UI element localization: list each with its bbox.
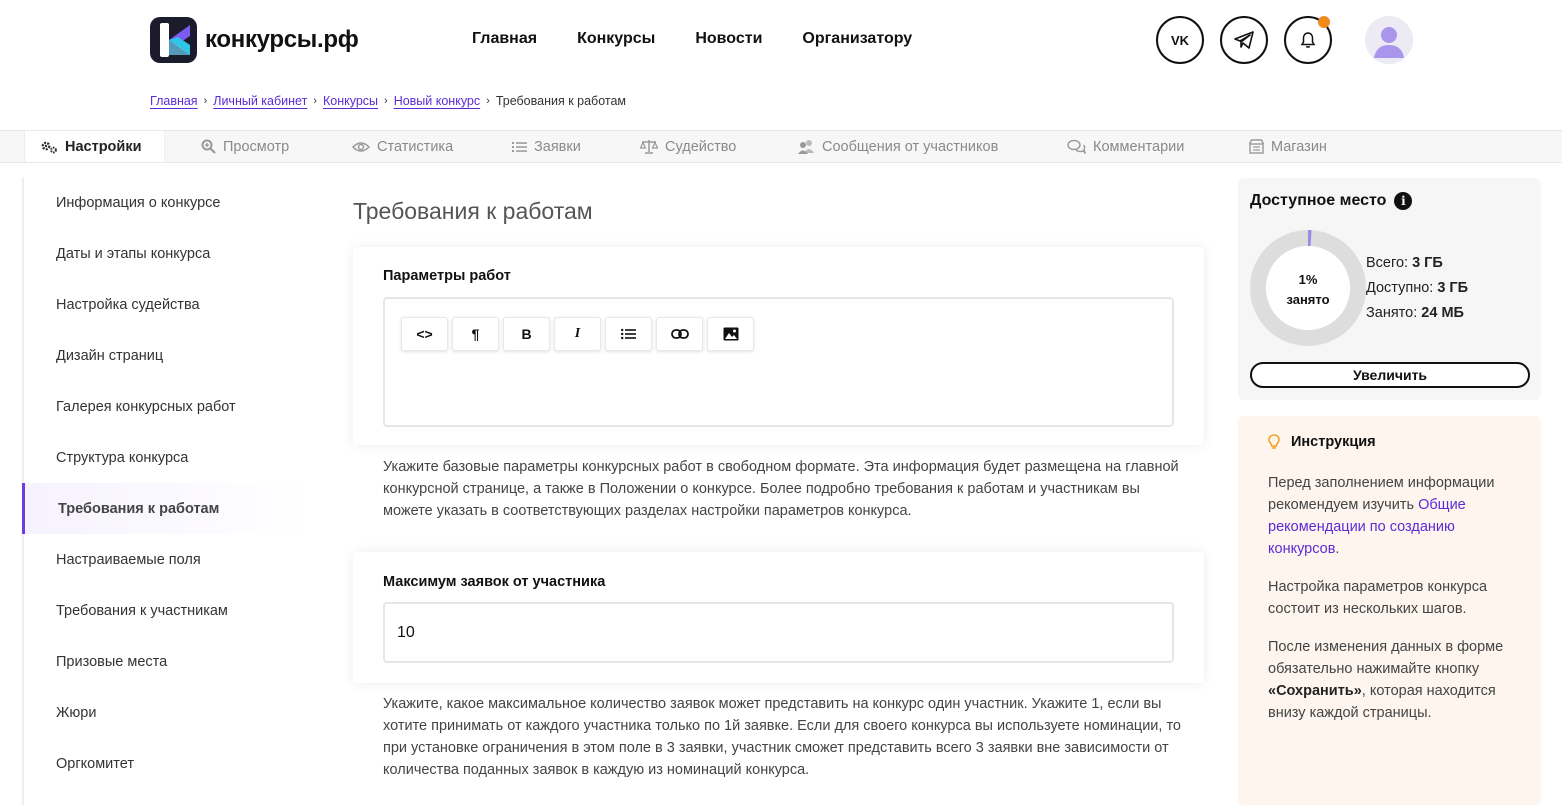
tab-comments[interactable] bbox=[1067, 131, 1184, 162]
link-icon bbox=[671, 329, 689, 339]
sidebar-item-custom-fields[interactable]: Настраиваемые поля bbox=[56, 551, 201, 568]
tab-comments-label: Комментарии bbox=[1093, 138, 1185, 155]
tab-participant-messages[interactable] bbox=[797, 131, 998, 162]
vk-icon bbox=[1169, 33, 1191, 47]
vk-button[interactable] bbox=[1156, 16, 1204, 64]
tab-shop[interactable] bbox=[1249, 131, 1327, 162]
storage-total-label: Всего: bbox=[1366, 255, 1409, 271]
storage-used-word: занято bbox=[1286, 292, 1330, 307]
bullet-list-icon bbox=[621, 328, 636, 340]
info-icon[interactable]: i bbox=[1394, 192, 1412, 210]
site-logo[interactable] bbox=[150, 17, 358, 63]
sidebar-item-contest-info[interactable]: Информация о конкурсе bbox=[56, 194, 221, 211]
storage-percent: 1% bbox=[1298, 272, 1318, 287]
paragraph-button[interactable] bbox=[452, 317, 499, 351]
storage-donut-label bbox=[1250, 270, 1366, 310]
instruction-title bbox=[1268, 434, 1376, 450]
settings-sidebar bbox=[22, 177, 307, 805]
storage-widget bbox=[1238, 178, 1541, 400]
nav-contests[interactable]: Конкурсы bbox=[577, 30, 656, 47]
sidebar-item-structure[interactable]: Структура конкурса bbox=[56, 449, 189, 466]
italic-icon: I bbox=[574, 326, 581, 341]
paragraph-icon: ¶ bbox=[471, 326, 480, 342]
sidebar-item-participant-requirements[interactable]: Требования к участникам bbox=[56, 602, 228, 619]
sidebar-item-prizes[interactable]: Призовые места bbox=[56, 653, 168, 670]
storage-title-text: Доступное место bbox=[1250, 192, 1387, 209]
zoom-icon bbox=[201, 139, 216, 154]
instruction-p1-end: . bbox=[1335, 541, 1340, 557]
instruction-save-word: «Сохранить» bbox=[1268, 683, 1362, 699]
link-button[interactable] bbox=[656, 317, 703, 351]
rich-text-editor[interactable] bbox=[383, 297, 1174, 427]
storage-title bbox=[1250, 192, 1412, 210]
code-button[interactable] bbox=[401, 317, 448, 351]
storage-stats bbox=[1366, 251, 1468, 326]
sidebar-item-work-requirements[interactable]: Требования к работам bbox=[22, 483, 307, 534]
storage-total-row bbox=[1366, 251, 1468, 276]
nav-organizer[interactable]: Организатору bbox=[802, 30, 913, 47]
max-applications-card bbox=[353, 552, 1204, 683]
storage-total-value: 3 ГБ bbox=[1412, 255, 1443, 271]
instruction-p1-text: Перед заполнением информации рекомендуем изучить bbox=[1268, 475, 1495, 513]
sidebar-item-judging-setup[interactable]: Настройка судейства bbox=[56, 296, 200, 313]
scales-icon bbox=[640, 139, 658, 154]
page-title: Требования к работам bbox=[353, 198, 593, 224]
main-nav bbox=[472, 30, 912, 48]
tab-judging-label: Судейство bbox=[665, 138, 737, 155]
tab-judging[interactable] bbox=[640, 131, 736, 162]
instruction-p2: Настройка параметров конкурса состоит из нескольких шагов. bbox=[1268, 579, 1488, 617]
bold-icon: B bbox=[521, 326, 532, 342]
storage-available-label: Доступно: bbox=[1366, 280, 1434, 296]
shop-icon bbox=[1249, 139, 1264, 154]
instruction-p3-text: После изменения данных в форме обязательно нажимайте кнопку bbox=[1268, 639, 1504, 677]
tab-preview-label: Просмотр bbox=[223, 138, 290, 155]
storage-used-value: 24 МБ bbox=[1421, 305, 1464, 321]
logo-icon bbox=[150, 17, 197, 63]
svg-text:VK: VK bbox=[1170, 33, 1190, 47]
sidebar-item-dates[interactable]: Даты и этапы конкурса bbox=[56, 245, 211, 262]
lightbulb-icon bbox=[1268, 434, 1280, 450]
max-applications-label: Максимум заявок от участника bbox=[383, 574, 606, 590]
works-params-label: Параметры работ bbox=[383, 268, 511, 284]
chevron-right-icon: › bbox=[384, 95, 388, 107]
site-header bbox=[0, 0, 1562, 82]
sidebar-item-org-committee[interactable]: Оргкомитет bbox=[56, 755, 134, 772]
tab-statistics[interactable] bbox=[352, 131, 453, 162]
max-applications-help: Укажите, какое максимальное количество заявок может представить на конкурс один участник. Укажите 1, если вы хотите принимать от каждого участника только по 1й заявке. Если для своего конкурса вы используете номинации, то при установке ограничения в этом поле в 3 заявки, участник сможет представить всего 3 заявки вне зависимости от количества поданных заявок в каждую из номинаций конкурса. bbox=[383, 696, 1181, 778]
max-applications-input[interactable]: 10 bbox=[383, 602, 1174, 663]
instruction-p3 bbox=[1268, 636, 1518, 724]
settings-tabs bbox=[0, 130, 1562, 163]
chevron-right-icon: › bbox=[203, 95, 208, 107]
nav-news[interactable]: Новости bbox=[695, 30, 763, 47]
breadcrumb-cabinet[interactable]: Личный кабинет bbox=[213, 94, 308, 108]
instruction-p3-end: , которая находится внизу каждой страницы. bbox=[1268, 683, 1496, 721]
storage-available-value: 3 ГБ bbox=[1437, 280, 1469, 296]
works-params-help: Укажите базовые параметры конкурсных работ в свободном формате. Эта информация будет размещена на главной конкурсной странице, а также в Положении о конкурсе. Более подробно требования к работам и участникам вы можете указать в соответствующих разделах настройки параметров конкурса. bbox=[383, 459, 1179, 519]
instruction-p1 bbox=[1268, 472, 1518, 560]
notifications-button[interactable] bbox=[1284, 16, 1332, 64]
tab-applications-label: Заявки bbox=[534, 138, 581, 155]
tab-applications[interactable] bbox=[512, 131, 581, 162]
telegram-button[interactable] bbox=[1220, 16, 1268, 64]
list-icon bbox=[512, 141, 527, 153]
comments-icon bbox=[1067, 139, 1086, 154]
storage-available-row bbox=[1366, 276, 1468, 301]
sidebar-item-gallery[interactable]: Галерея конкурсных работ bbox=[56, 398, 236, 415]
tab-preview[interactable] bbox=[201, 131, 289, 162]
telegram-icon bbox=[1234, 31, 1254, 49]
tab-settings-label: Настройки bbox=[65, 138, 142, 155]
sidebar-item-page-design[interactable]: Дизайн страниц bbox=[56, 347, 164, 364]
breadcrumb bbox=[150, 94, 626, 108]
image-icon bbox=[723, 327, 739, 341]
avatar-icon bbox=[1365, 16, 1413, 64]
notification-badge bbox=[1318, 16, 1330, 28]
list-button[interactable] bbox=[605, 317, 652, 351]
users-icon bbox=[797, 139, 815, 154]
code-icon: <> bbox=[416, 326, 433, 342]
chevron-right-icon: › bbox=[313, 95, 317, 107]
logo-text: конкурсы.рф bbox=[205, 26, 359, 53]
breadcrumb-new-contest[interactable]: Новый конкурс bbox=[393, 94, 481, 108]
bold-button[interactable] bbox=[503, 317, 550, 351]
image-button[interactable] bbox=[707, 317, 754, 351]
chevron-right-icon: › bbox=[486, 95, 490, 107]
breadcrumb-current: Требования к работам bbox=[495, 94, 627, 108]
breadcrumb-contests[interactable]: Конкурсы bbox=[322, 94, 379, 108]
breadcrumb-home[interactable]: Главная bbox=[150, 94, 198, 108]
bell-icon bbox=[1300, 31, 1316, 49]
works-params-card bbox=[353, 247, 1204, 445]
storage-used-row bbox=[1366, 301, 1468, 326]
gears-icon bbox=[40, 140, 58, 154]
sidebar-item-jury[interactable]: Жюри bbox=[56, 704, 97, 721]
tab-statistics-label: Статистика bbox=[377, 138, 454, 155]
italic-button[interactable] bbox=[554, 317, 601, 351]
storage-used-label: Занято: bbox=[1366, 305, 1418, 321]
tab-settings[interactable] bbox=[24, 131, 165, 162]
increase-storage-button[interactable]: Увеличить bbox=[1250, 362, 1530, 388]
instruction-panel bbox=[1238, 416, 1541, 805]
tab-participant-messages-label: Сообщения от участников bbox=[822, 138, 999, 155]
instruction-title-text: Инструкция bbox=[1291, 434, 1376, 450]
guidelines-link[interactable]: Общие рекомендации по созданию конкурсов bbox=[1268, 497, 1466, 557]
nav-home[interactable]: Главная bbox=[472, 30, 538, 47]
tab-shop-label: Магазин bbox=[1271, 138, 1327, 155]
eye-icon bbox=[352, 141, 370, 153]
user-avatar[interactable] bbox=[1365, 16, 1413, 64]
